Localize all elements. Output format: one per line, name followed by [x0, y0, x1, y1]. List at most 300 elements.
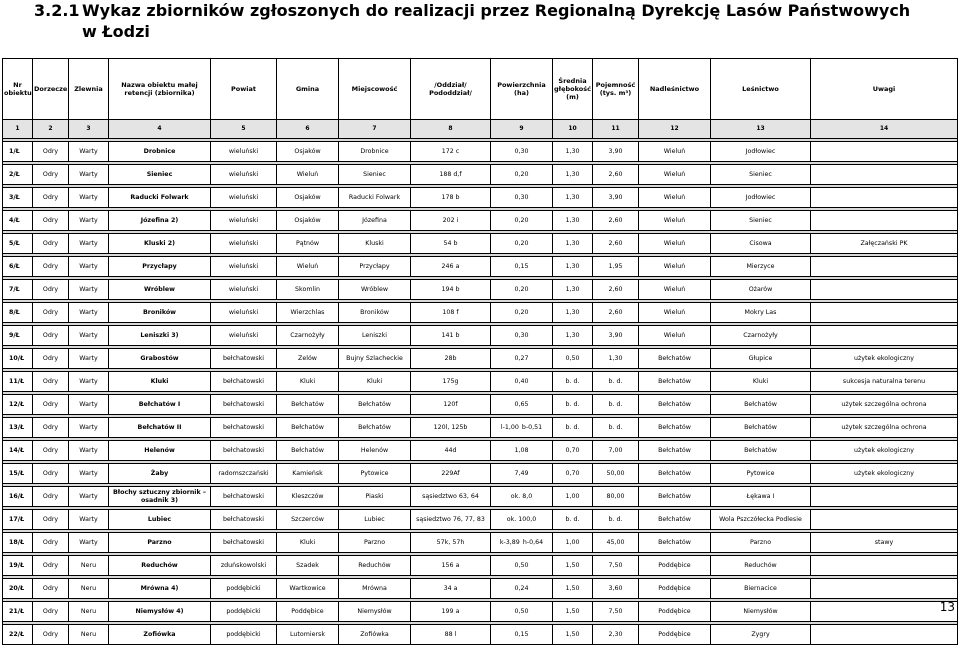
table-cell: 2,60	[593, 280, 639, 300]
table-cell: zduńskowolski	[211, 556, 277, 576]
table-cell: Kluki	[339, 372, 411, 392]
table-cell: Kluki	[711, 372, 811, 392]
table-cell: 54 b	[411, 234, 491, 254]
table-cell: wieluński	[211, 257, 277, 277]
column-header: Leśnictwo	[711, 59, 811, 120]
table-cell: Odry	[33, 326, 69, 346]
table-cell: 1,30	[553, 211, 593, 231]
table-row	[3, 533, 958, 553]
table-row	[3, 303, 958, 323]
table-cell: 3,90	[593, 326, 639, 346]
table-cell: Jodłowiec	[711, 188, 811, 208]
table-cell: 1,30	[553, 188, 593, 208]
table-cell: bełchatowski	[211, 510, 277, 530]
table-cell: b. d.	[553, 510, 593, 530]
table-row	[3, 142, 958, 162]
table-cell: 0,50	[491, 556, 553, 576]
table-cell: Wieluń	[639, 234, 711, 254]
table-cell: Reduchów	[109, 556, 211, 576]
table-cell: Szadek	[277, 556, 339, 576]
column-header: Średnia głębokość (m)	[553, 59, 593, 120]
table-cell: Kluski	[339, 234, 411, 254]
table-row	[3, 234, 958, 254]
table-cell: 0,30	[491, 326, 553, 346]
table-cell: 45,00	[593, 533, 639, 553]
table-cell: Parzno	[109, 533, 211, 553]
table-cell: 120f	[411, 395, 491, 415]
table-cell: b. d.	[593, 510, 639, 530]
table-cell: Szczerców	[277, 510, 339, 530]
table-cell: Osjaków	[277, 211, 339, 231]
table-row	[3, 602, 958, 622]
header-row	[3, 59, 958, 120]
table-cell: Błochy sztuczny zbiornik – osadnik 3)	[109, 487, 211, 507]
column-header: Powiat	[211, 59, 277, 120]
table-cell: 0,30	[491, 188, 553, 208]
table-cell: sąsiedztwo 63, 64	[411, 487, 491, 507]
table-cell: Mrówna 4)	[109, 579, 211, 599]
table-row	[3, 441, 958, 461]
table-cell: Mierzyce	[711, 257, 811, 277]
split-value-b: h-0,64	[522, 538, 544, 546]
column-header: Pojemność (tys. m³)	[593, 59, 639, 120]
column-number: 14	[811, 120, 958, 139]
table-cell: Bełchatów	[277, 418, 339, 438]
table-cell: Wieluń	[639, 280, 711, 300]
table-cell: Bełchatów	[639, 510, 711, 530]
table-cell: Wieluń	[639, 257, 711, 277]
table-cell: Odry	[33, 441, 69, 461]
table-row	[3, 372, 958, 392]
table-cell: Wieluń	[639, 165, 711, 185]
table-cell: 44d	[411, 441, 491, 461]
table-cell: poddębicki	[211, 579, 277, 599]
split-cell	[491, 418, 553, 438]
table-row	[3, 257, 958, 277]
table-cell	[811, 142, 958, 162]
table-cell: Warty	[69, 487, 109, 507]
table-cell: Wieluń	[277, 257, 339, 277]
table-cell: 10/Ł	[3, 349, 33, 369]
table-cell: 1,30	[553, 326, 593, 346]
table-cell: Odry	[33, 395, 69, 415]
split-value-a: k-3,89	[499, 538, 520, 546]
table-cell: b. d.	[593, 372, 639, 392]
table-cell: Sieniec	[711, 211, 811, 231]
column-number: 11	[593, 120, 639, 139]
table-cell: Broników	[339, 303, 411, 323]
table-cell: Kluki	[277, 533, 339, 553]
table-cell: 120l, 125b	[411, 418, 491, 438]
table-cell	[811, 326, 958, 346]
table-cell: 1,95	[593, 257, 639, 277]
table-cell: Lubiec	[109, 510, 211, 530]
split-value-b: b-0,51	[521, 423, 543, 431]
table-cell: Bełchatów II	[109, 418, 211, 438]
table-cell: bełchatowski	[211, 533, 277, 553]
table-cell: 57k, 57h	[411, 533, 491, 553]
table-cell: użytek ekologiczny	[811, 441, 958, 461]
table-cell: 28b	[411, 349, 491, 369]
table-cell: Sieniec	[339, 165, 411, 185]
table-cell: użytek ekologiczny	[811, 349, 958, 369]
table-cell: Bełchatów	[639, 487, 711, 507]
table-cell: Bełchatów	[339, 395, 411, 415]
table-cell: Odry	[33, 510, 69, 530]
table-cell: 7,49	[491, 464, 553, 484]
table-cell: Warty	[69, 510, 109, 530]
table-cell: 1,30	[553, 280, 593, 300]
table-cell: 1,50	[553, 625, 593, 645]
table-cell: 194 b	[411, 280, 491, 300]
table-cell: Odry	[33, 464, 69, 484]
reservoir-table	[2, 58, 958, 645]
table-cell: Bełchatów	[639, 372, 711, 392]
table-cell: 8/Ł	[3, 303, 33, 323]
table-cell: 2,60	[593, 165, 639, 185]
table-cell: Załęczański PK	[811, 234, 958, 254]
table-cell: Kluki	[277, 372, 339, 392]
table-cell: Bełchatów	[639, 418, 711, 438]
table-cell: 50,00	[593, 464, 639, 484]
table-cell: Ożarów	[711, 280, 811, 300]
table-cell	[811, 211, 958, 231]
table-cell: Warty	[69, 349, 109, 369]
table-cell: Bełchatów	[711, 395, 811, 415]
table-cell: Odry	[33, 533, 69, 553]
table-cell: Bełchatów	[711, 418, 811, 438]
table-cell: Poddębice	[639, 579, 711, 599]
table-cell: bełchatowski	[211, 441, 277, 461]
table-cell: 9/Ł	[3, 326, 33, 346]
table-cell: Bełchatów	[339, 418, 411, 438]
table-cell: Warty	[69, 418, 109, 438]
table-cell: b. d.	[593, 395, 639, 415]
column-header: Powierzchnia (ha)	[491, 59, 553, 120]
table-cell: Czarnożyły	[277, 326, 339, 346]
table-cell: Wróblew	[339, 280, 411, 300]
table-cell: 22/Ł	[3, 625, 33, 645]
table-cell: Odry	[33, 142, 69, 162]
table-cell: Kamieńsk	[277, 464, 339, 484]
table-cell: wieluński	[211, 326, 277, 346]
table-row	[3, 510, 958, 530]
table-cell: b. d.	[553, 372, 593, 392]
column-header: Nazwa obiektu małej retencji (zbiornika)	[109, 59, 211, 120]
table-cell: Jodłowiec	[711, 142, 811, 162]
table-cell: Odry	[33, 188, 69, 208]
table-cell: użytek ekologiczny	[811, 464, 958, 484]
table-cell: 0,70	[553, 441, 593, 461]
table-cell: 0,15	[491, 625, 553, 645]
table-cell: Poddębice	[639, 602, 711, 622]
table-row	[3, 326, 958, 346]
table-cell: użytek szczególna ochrona	[811, 395, 958, 415]
table-cell: b. d.	[593, 418, 639, 438]
table-cell: Warty	[69, 211, 109, 231]
table-cell: Lubiec	[339, 510, 411, 530]
column-header: /Oddział/ Pododdział/	[411, 59, 491, 120]
table-cell: 175g	[411, 372, 491, 392]
table-cell: wieluński	[211, 165, 277, 185]
table-cell: Cisowa	[711, 234, 811, 254]
table-cell: Warty	[69, 142, 109, 162]
table-cell: Poddębice	[639, 625, 711, 645]
table-cell: 3,90	[593, 142, 639, 162]
table-cell: Broników	[109, 303, 211, 323]
table-cell: 20/Ł	[3, 579, 33, 599]
table-row	[3, 625, 958, 645]
table-cell: bełchatowski	[211, 487, 277, 507]
table-cell: 199 a	[411, 602, 491, 622]
table-cell: 2,30	[593, 625, 639, 645]
table-cell: 1,30	[553, 142, 593, 162]
table-cell: 1,50	[553, 602, 593, 622]
table-cell: Odry	[33, 257, 69, 277]
table-cell: Bełchatów I	[109, 395, 211, 415]
table-cell: Bełchatów	[639, 349, 711, 369]
table-cell: 1,50	[553, 556, 593, 576]
table-cell: 1,30	[593, 349, 639, 369]
table-cell: Warty	[69, 533, 109, 553]
table-cell: 4/Ł	[3, 211, 33, 231]
table-cell	[811, 556, 958, 576]
column-number: 7	[339, 120, 411, 139]
column-number: 4	[109, 120, 211, 139]
table-cell: Helenów	[339, 441, 411, 461]
table-cell: Drobnice	[109, 142, 211, 162]
column-number: 5	[211, 120, 277, 139]
table-cell: Odry	[33, 165, 69, 185]
table-cell: Odry	[33, 234, 69, 254]
table-cell: wieluński	[211, 280, 277, 300]
table-cell: Osjaków	[277, 188, 339, 208]
table-cell: 19/Ł	[3, 556, 33, 576]
table-cell: Bełchatów	[639, 441, 711, 461]
table-cell: ok. 8,0	[491, 487, 553, 507]
table-cell	[811, 303, 958, 323]
table-cell	[811, 257, 958, 277]
table-row	[3, 211, 958, 231]
table-cell: wieluński	[211, 211, 277, 231]
table-cell: 0,70	[553, 464, 593, 484]
table-cell: 15/Ł	[3, 464, 33, 484]
table-cell: 80,00	[593, 487, 639, 507]
table-cell: ok. 100,0	[491, 510, 553, 530]
table-row	[3, 165, 958, 185]
table-cell: b. d.	[553, 418, 593, 438]
table-cell: 141 b	[411, 326, 491, 346]
table-cell: Wieluń	[639, 188, 711, 208]
table-cell: 1,30	[553, 234, 593, 254]
table-cell: Poddębice	[639, 556, 711, 576]
table-cell	[811, 487, 958, 507]
table-cell: 16/Ł	[3, 487, 33, 507]
table-cell: Bełchatów	[639, 464, 711, 484]
table-cell: 246 a	[411, 257, 491, 277]
table-cell: Odry	[33, 349, 69, 369]
table-cell: Warty	[69, 395, 109, 415]
table-cell	[811, 188, 958, 208]
table-cell: Mokry Las	[711, 303, 811, 323]
table-cell: Głupice	[711, 349, 811, 369]
table-cell: Wieluń	[639, 211, 711, 231]
table-cell: 0,24	[491, 579, 553, 599]
table-cell: Wierzchlas	[277, 303, 339, 323]
table-cell: 5/Ł	[3, 234, 33, 254]
table-cell: Łękawa I	[711, 487, 811, 507]
table-cell: 0,20	[491, 303, 553, 323]
table-cell: 7,00	[593, 441, 639, 461]
table-cell: Drobnice	[339, 142, 411, 162]
table-cell: 202 i	[411, 211, 491, 231]
table-cell: Odry	[33, 418, 69, 438]
table-row	[3, 280, 958, 300]
column-header: Dorzecze	[33, 59, 69, 120]
table-cell: Niemysłów	[711, 602, 811, 622]
table-cell: 0,65	[491, 395, 553, 415]
table-row	[3, 487, 958, 507]
table-cell	[811, 165, 958, 185]
table-cell: bełchatowski	[211, 349, 277, 369]
column-number: 10	[553, 120, 593, 139]
table-cell: Zelów	[277, 349, 339, 369]
table-cell: 2,60	[593, 234, 639, 254]
table-cell	[811, 510, 958, 530]
table-cell: Odry	[33, 211, 69, 231]
table-cell: 6/Ł	[3, 257, 33, 277]
table-cell: 3/Ł	[3, 188, 33, 208]
table-cell: 17/Ł	[3, 510, 33, 530]
table-cell: Warty	[69, 188, 109, 208]
table-cell: Sieniec	[711, 165, 811, 185]
table-cell	[811, 579, 958, 599]
table-cell: 0,50	[491, 602, 553, 622]
table-cell: 18/Ł	[3, 533, 33, 553]
table-cell: Odry	[33, 625, 69, 645]
table-cell: wieluński	[211, 188, 277, 208]
table-row	[3, 418, 958, 438]
table-cell	[811, 625, 958, 645]
table-cell: Osjaków	[277, 142, 339, 162]
table-cell: Zofiówka	[339, 625, 411, 645]
table-row	[3, 464, 958, 484]
table-cell: Wróblew	[109, 280, 211, 300]
split-value-a: l-1,00	[500, 423, 519, 431]
column-header: Nadleśnictwo	[639, 59, 711, 120]
section-number: 3.2.1	[34, 1, 80, 20]
table-cell: Odry	[33, 579, 69, 599]
table-cell: Bujny Szlacheckie	[339, 349, 411, 369]
table-cell	[811, 602, 958, 622]
table-cell: Pątnów	[277, 234, 339, 254]
table-cell: Odry	[33, 280, 69, 300]
table-cell: 2,60	[593, 211, 639, 231]
table-cell: poddębicki	[211, 602, 277, 622]
table-cell: Warty	[69, 303, 109, 323]
column-number: 9	[491, 120, 553, 139]
column-number: 3	[69, 120, 109, 139]
table-cell: radomszczański	[211, 464, 277, 484]
table-cell: Warty	[69, 326, 109, 346]
table-cell: Bełchatów	[639, 533, 711, 553]
table-cell: Poddębice	[277, 602, 339, 622]
table-cell: 172 c	[411, 142, 491, 162]
table-cell: bełchatowski	[211, 418, 277, 438]
table-cell: 156 a	[411, 556, 491, 576]
table-cell: Warty	[69, 464, 109, 484]
page-heading	[34, 0, 959, 42]
table-cell: Czarnożyły	[711, 326, 811, 346]
column-header: Nr obiektu	[3, 59, 33, 120]
table-cell: Wieluń	[639, 303, 711, 323]
column-number: 6	[277, 120, 339, 139]
table-cell: 7,50	[593, 556, 639, 576]
table-cell: 7/Ł	[3, 280, 33, 300]
table-cell: 3,60	[593, 579, 639, 599]
table-cell: 2/Ł	[3, 165, 33, 185]
table-cell: Przycłapy	[109, 257, 211, 277]
table-cell: 7,50	[593, 602, 639, 622]
table-cell: 108 f	[411, 303, 491, 323]
table-cell: Pytowice	[339, 464, 411, 484]
table-cell: 1/Ł	[3, 142, 33, 162]
table-row	[3, 579, 958, 599]
table-cell: Raducki Folwark	[109, 188, 211, 208]
column-number-row	[3, 120, 958, 139]
table-cell: wieluński	[211, 303, 277, 323]
table-cell: sąsiedztwo 76, 77, 83	[411, 510, 491, 530]
table-cell: użytek szczególna ochrona	[811, 418, 958, 438]
table-cell: wieluński	[211, 234, 277, 254]
table-cell: poddębicki	[211, 625, 277, 645]
table-cell: Leniszki 3)	[109, 326, 211, 346]
table-cell: 0,20	[491, 165, 553, 185]
table-cell: 88 l	[411, 625, 491, 645]
table-cell: Bełchatów	[277, 395, 339, 415]
table-cell: Niemysłów 4)	[109, 602, 211, 622]
column-number: 2	[33, 120, 69, 139]
table-cell: Odry	[33, 556, 69, 576]
table-cell: Odry	[33, 372, 69, 392]
table-cell: 1,08	[491, 441, 553, 461]
column-number: 12	[639, 120, 711, 139]
table-cell: 0,40	[491, 372, 553, 392]
column-number: 13	[711, 120, 811, 139]
table-cell: 34 a	[411, 579, 491, 599]
column-header: Miejscowość	[339, 59, 411, 120]
table-cell: Neru	[69, 579, 109, 599]
table-cell: Odry	[33, 487, 69, 507]
table-cell: Pytowice	[711, 464, 811, 484]
table-cell: 188 d,f	[411, 165, 491, 185]
table-cell: Zygry	[711, 625, 811, 645]
table-cell: Bełchatów	[277, 441, 339, 461]
table-cell: 0,50	[553, 349, 593, 369]
table-cell: b. d.	[553, 395, 593, 415]
column-header: Zlewnia	[69, 59, 109, 120]
table-cell: Raducki Folwark	[339, 188, 411, 208]
table-cell: Bełchatów	[711, 441, 811, 461]
table-cell: 1,00	[553, 487, 593, 507]
table-cell: Parzno	[711, 533, 811, 553]
table-cell: Parzno	[339, 533, 411, 553]
table-cell: 11/Ł	[3, 372, 33, 392]
table-cell: Odry	[33, 602, 69, 622]
table-cell: 0,20	[491, 211, 553, 231]
table-body	[3, 139, 958, 645]
table-cell: 0,15	[491, 257, 553, 277]
